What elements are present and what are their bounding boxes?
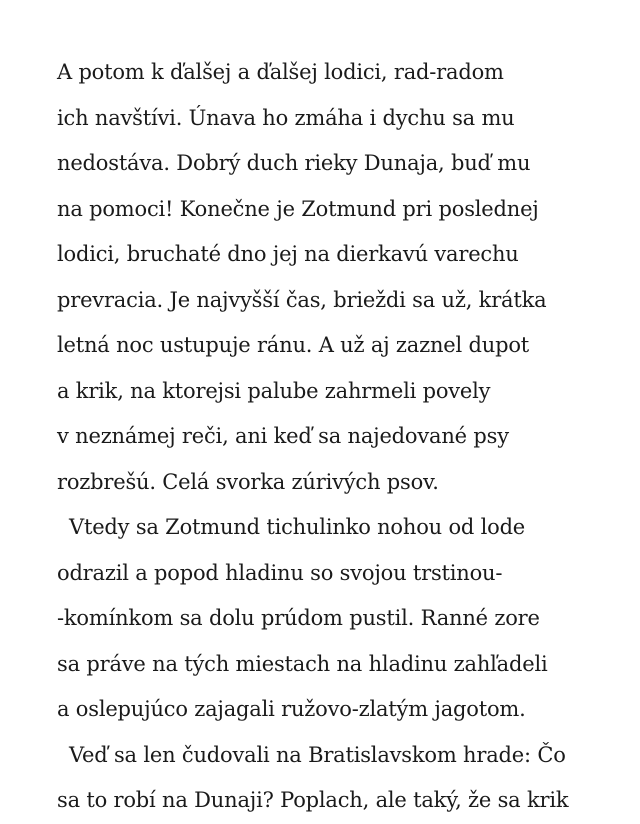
text-line: -komínkom sa dolu prúdom pustil. Ranné zore [57, 606, 540, 630]
text-line: lodici, bruchaté dno jej na dierkavú varechu [57, 242, 519, 266]
text-line: nedostáva. Dobrý duch rieky Dunaja, buď mu [57, 151, 531, 175]
text-line: v neznámej reči, ani keď sa najedované psy [57, 424, 509, 448]
text-line: letná noc ustupuje ránu. A už aj zaznel dupot [57, 333, 530, 357]
text-line: ich navštívi. Únava ho zmáha i dychu sa mu [57, 105, 515, 130]
text-line: a oslepujúco zajagali ružovo-zlatým jagotom. [57, 697, 526, 721]
text-line: prevracia. Je najvyšší čas, brieždi sa už, krátka [57, 287, 547, 312]
text-line: Veď sa len čudovali na Bratislavskom hrade: Čo [69, 742, 566, 767]
text-line: a krik, na ktorejsi palube zahrmeli povely [57, 378, 491, 403]
text-line: Vtedy sa Zotmund tichulinko nohou od lode [69, 515, 526, 539]
text-line: rozbrešú. Celá svorka zúrivých psov. [57, 469, 439, 494]
text-line: sa to robí na Dunaji? Poplach, ale taký, že sa krik [57, 788, 569, 812]
text-line: A potom k ďalšej a ďalšej lodici, rad-radom [57, 60, 504, 84]
body-text [57, 50, 597, 824]
text-line: na pomoci! Konečne je Zotmund pri poslednej [57, 196, 539, 221]
text-line: sa práve na tých miestach na hladinu zahľadeli [57, 651, 548, 676]
text-line: odrazil a popod hladinu so svojou trstinou- [57, 560, 503, 585]
